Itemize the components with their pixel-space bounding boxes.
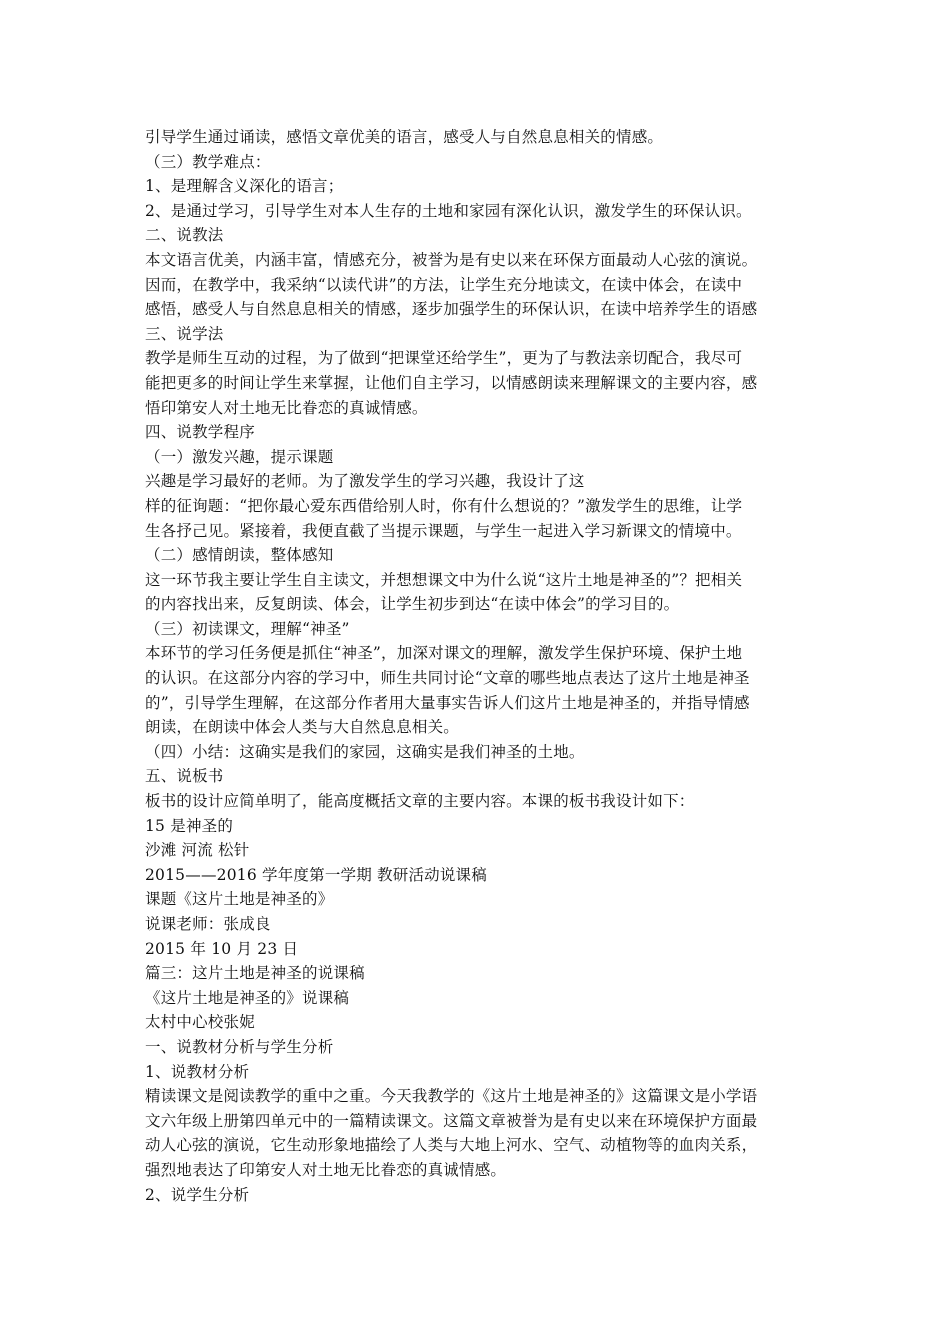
text-line: 本文语言优美，内涵丰富，情感充分，被誉为是有史以来在环保方面最动人心弦的演说。 <box>145 250 758 269</box>
section-heading: 五、说板书 <box>145 767 224 786</box>
text-line: 本环节的学习任务便是抓住“神圣”，加深对课文的理解，激发学生保护环境、保护土地 <box>145 644 743 663</box>
text-line: 教学是师生互动的过程，为了做到“把课堂还给学生”，更为了与教法亲切配合，我尽可 <box>145 349 743 368</box>
text-line: 的认识。在这部分内容的学习中，师生共同讨论“文章的哪些地点表达了这片土地是神圣 <box>145 669 750 688</box>
text-line: 生各抒己见。紧接着，我便直截了当提示课题，与学生一起进入学习新课文的情境中。 <box>145 521 742 540</box>
subsection-heading: （一）激发兴趣，提示课题 <box>145 447 334 466</box>
board-keywords: 沙滩 河流 松针 <box>145 841 250 860</box>
text-line: 的”，引导学生理解，在这部分作者用大量事实告诉人们这片土地是神圣的，并指导情感 <box>145 693 750 712</box>
text-line: 2、是通过学习，引导学生对本人生存的土地和家园有深化认识，激发学生的环保认识。 <box>145 201 752 220</box>
text-line: 的内容找出来，反复朗读、体会，让学生初步到达“在读中体会”的学习目的。 <box>145 595 680 614</box>
text-line: 1、是理解含义深化的语言； <box>145 177 344 196</box>
text-line: 悟印第安人对土地无比眷恋的真诚情感。 <box>145 398 428 417</box>
text-line: 文六年级上册第四单元中的一篇精读课文。这篇文章被誉为是有史以来在环境保护方面最 <box>145 1111 758 1130</box>
subsection-heading: （三）初读课文，理解“神圣” <box>145 619 350 638</box>
section-heading: 二、说教法 <box>145 226 224 245</box>
section-heading: 四、说教学程序 <box>145 423 255 442</box>
text-line: 样的征询题：“把你最心爱东西借给别人时，你有什么想说的？”激发学生的思维，让学 <box>145 496 743 515</box>
text-line: 板书的设计应简单明了，能高度概括文章的主要内容。本课的板书我设计如下： <box>145 792 695 811</box>
document-date: 2015 年 10 月 23 日 <box>145 939 299 958</box>
document-header: 2015——2016 学年度第一学期 教研活动说课稿 <box>145 865 487 884</box>
document-body <box>145 125 815 1207</box>
text-line: （三）教学难点： <box>145 152 271 171</box>
board-title: 15 是神圣的 <box>145 816 234 835</box>
text-line: 因而，在教学中，我采纳“以读代讲”的方法，让学生充分地读文，在读中体会，在读中 <box>145 275 743 294</box>
subsection-heading: 1、说教材分析 <box>145 1062 250 1081</box>
text-line: 引导学生通过诵读，感悟文章优美的语言，感受人与自然息息相关的情感。 <box>145 128 664 146</box>
section-heading: 一、说教材分析与学生分析 <box>145 1037 334 1056</box>
text-line: 强烈地表达了印第安人对土地无比眷恋的真诚情感。 <box>145 1160 507 1179</box>
text-line: 精读课文是阅读教学的重中之重。今天我教学的《这片土地是神圣的》这篇课文是小学语 <box>145 1087 758 1106</box>
author-line: 太村中心校张妮 <box>145 1013 255 1032</box>
article-title: 《这片土地是神圣的》说课稿 <box>145 988 350 1007</box>
text-line: 兴趣是学习最好的老师。为了激发学生的学习兴趣，我设计了这 <box>145 472 585 491</box>
section-heading: 三、说学法 <box>145 324 224 343</box>
text-line: 这一环节我主要让学生自主读文，并想想课文中为什么说“这片土地是神圣的”？把相关 <box>145 570 743 589</box>
teacher-name: 说课老师：张成良 <box>145 915 271 933</box>
subsection-heading: （四）小结：这确实是我们的家园，这确实是我们神圣的土地。 <box>145 742 585 761</box>
subsection-heading: 2、说学生分析 <box>145 1185 250 1204</box>
text-line: 动人心弦的演说，它生动形象地描绘了人类与大地上河水、空气、动植物等的血肉关系， <box>145 1136 758 1155</box>
part-heading: 篇三：这片土地是神圣的说课稿 <box>145 964 365 983</box>
text-line: 感悟，感受人与自然息息相关的情感，逐步加强学生的环保认识，在读中培养学生的语感 <box>145 300 758 319</box>
subsection-heading: （二）感情朗读，整体感知 <box>145 546 334 565</box>
lesson-title: 课题《这片土地是神圣的》 <box>145 890 334 909</box>
text-line: 朗读，在朗读中体会人类与大自然息息相关。 <box>145 718 460 737</box>
text-line: 能把更多的时间让学生来掌握，让他们自主学习，以情感朗读来理解课文的主要内容，感 <box>145 373 758 392</box>
